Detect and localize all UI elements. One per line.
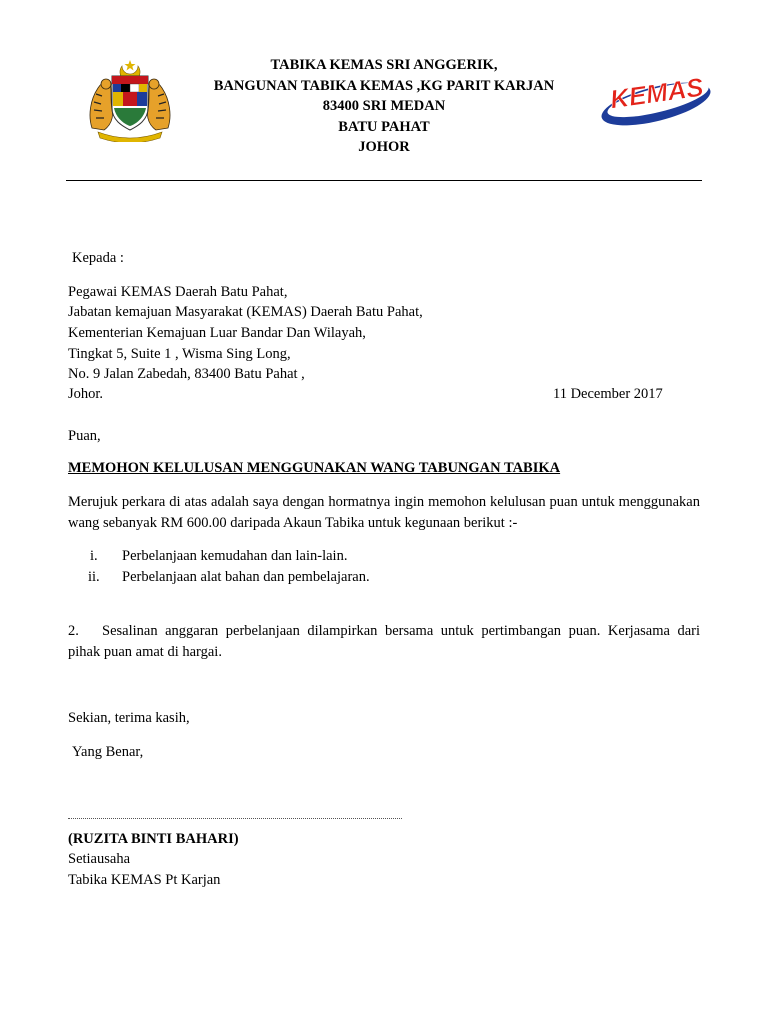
- closing-thanks: Sekian, terima kasih,: [68, 710, 190, 726]
- letter-subject: MEMOHON KELULUSAN MENGGUNAKAN WANG TABUNGAN TABIKA: [68, 460, 561, 476]
- address-line: Johor.: [68, 386, 104, 402]
- letterhead: [170, 55, 598, 158]
- list-item: Perbelanjaan kemudahan dan lain-lain.: [122, 548, 348, 564]
- paragraph-text: Sesalinan anggaran perbelanjaan dilampirkan bersama untuk pertimbangan puan. Kerjasama dari pihak puan amat di hargai.: [68, 623, 700, 660]
- paragraph-number: 2.: [68, 623, 79, 639]
- address-line: Tingkat 5, Suite 1 , Wisma Sing Long,: [68, 346, 291, 362]
- list-number: i.: [90, 548, 98, 564]
- address-line: Kementerian Kemajuan Luar Bandar Dan Wilayah,: [68, 325, 366, 341]
- greeting: Puan,: [68, 428, 101, 444]
- letterhead-line: 83400 SRI MEDAN: [322, 98, 446, 114]
- letter-date: 11 December 2017: [553, 386, 663, 402]
- body-paragraph-2: [68, 621, 700, 663]
- address-line: Pegawai KEMAS Daerah Batu Pahat,: [68, 284, 288, 300]
- list-item: Perbelanjaan alat bahan dan pembelajaran.: [122, 569, 370, 585]
- address-line: Jabatan kemajuan Masyarakat (KEMAS) Daerah Batu Pahat,: [68, 304, 423, 320]
- header-divider: [66, 180, 702, 181]
- signatory-name: (RUZITA BINTI BAHARI): [68, 831, 239, 847]
- letterhead-line: BATU PAHAT: [338, 118, 430, 135]
- kemas-logo-text: KEMAS: [608, 71, 706, 115]
- address-line: No. 9 Jalan Zabedah, 83400 Batu Pahat ,: [68, 366, 305, 382]
- list-number: ii.: [88, 569, 100, 585]
- recipient-label: Kepada :: [72, 250, 124, 266]
- letterhead-line: TABIKA KEMAS SRI ANGGERIK,: [270, 57, 498, 73]
- letterhead-line: JOHOR: [358, 139, 410, 155]
- letterhead-line: BANGUNAN TABIKA KEMAS ,KG PARIT KARJAN: [213, 77, 555, 94]
- signatory-organization: Tabika KEMAS Pt Karjan: [68, 872, 221, 888]
- signature-line: [68, 818, 402, 819]
- kemas-logo: [598, 70, 718, 126]
- signatory-position: Setiausaha: [68, 851, 131, 867]
- malaysia-coat-of-arms-icon: [84, 58, 176, 142]
- closing-yours: Yang Benar,: [72, 744, 144, 760]
- body-paragraph-1: Merujuk perkara di atas adalah saya dengan hormatnya ingin memohon kelulusan puan untuk menggunakan wang sebanyak RM 600.00 daripada Akaun Tabika untuk kegunaan berikut :-: [68, 494, 700, 531]
